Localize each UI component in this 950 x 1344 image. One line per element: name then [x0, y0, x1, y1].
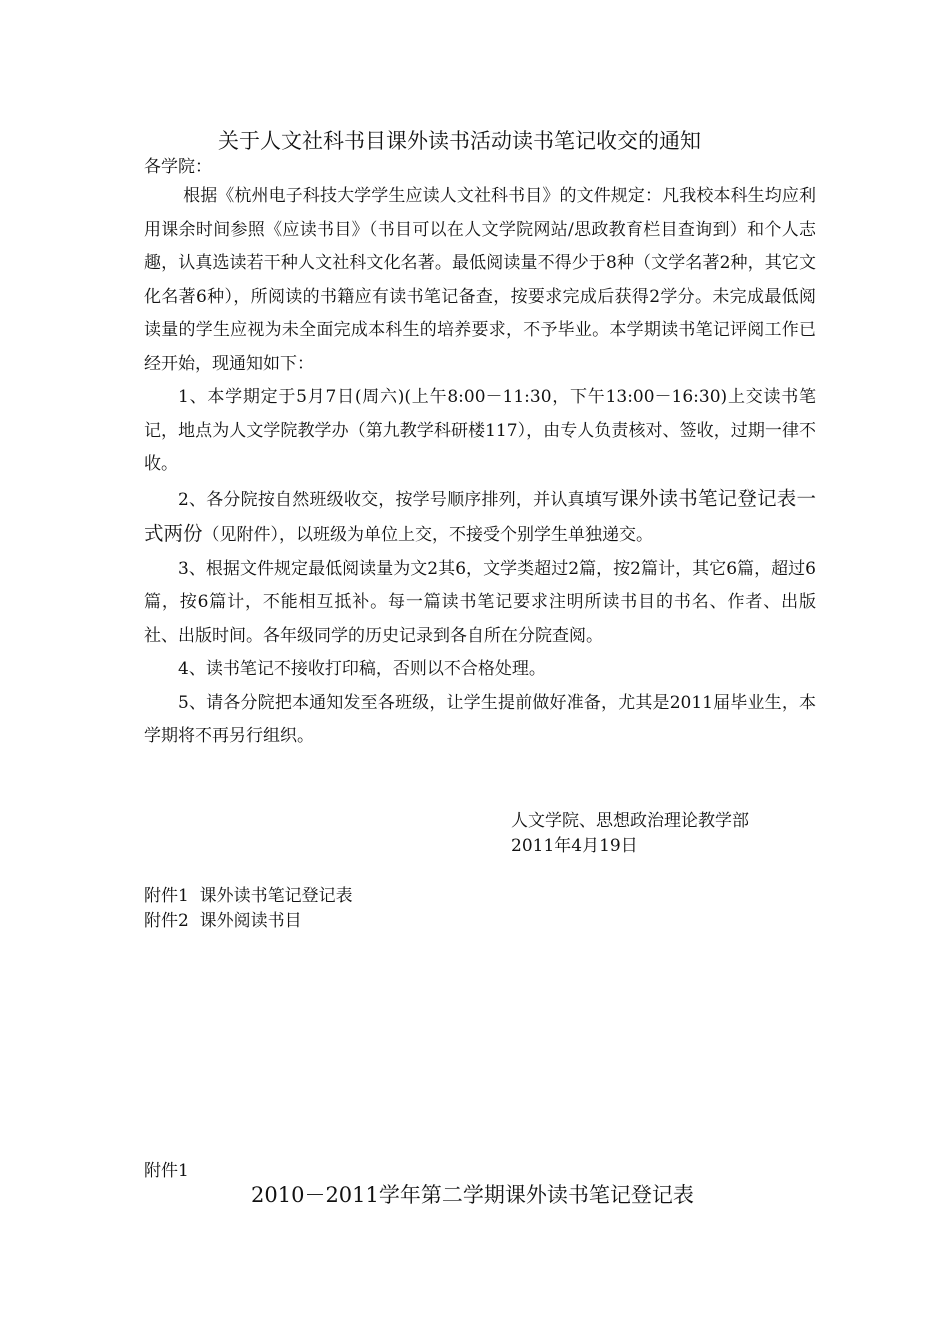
- intro-paragraph: 根据《杭州电子科技大学学生应读人文社科书目》的文件规定：凡我校本科生均应利用课余时间参照《应读书目》（书目可以在人文学院网站/思政教育栏目查询到）和个人志趣，认真选读若干种人文社科文化名著。最低阅读量不得少于8种（文学名著2种，其它文化名著6种），所阅读的书籍应有读书笔记备查，按要求完成后获得2学分。未完成最低阅读量的学生应视为未全面完成本科生的培养要求，不予毕业。本学期读书笔记评阅工作已经开始，现通知如下：: [144, 186, 816, 374]
- notice-item-4: 4、读书笔记不接收打印稿，否则以不合格处理。: [178, 659, 546, 679]
- signature-date: 2011年4月19日: [511, 836, 638, 856]
- salutation: 各学院：: [144, 157, 212, 177]
- notice-title: 关于人文社科书目课外读书活动读书笔记收交的通知: [218, 129, 701, 153]
- notice-item-3: 3、根据文件规定最低阅读量为文2其6，文学类超过2篇，按2篇计，其它6篇，超过6篇，按6篇计，不能相互抵补。每一篇读书笔记要求注明所读书目的书名、作者、出版社、出版时间。各年级同学的历史记录到各自所在分院查阅。: [144, 558, 816, 646]
- item-2-emphasis: 课外读书笔记登记表一式两份: [144, 486, 816, 545]
- attachment-heading: 附件1: [144, 1161, 189, 1181]
- attachment-1-line: 附件1 课外读书笔记登记表: [144, 886, 353, 906]
- notice-item-5: 5、请各分院把本通知发至各班级，让学生提前做好准备，尤其是2011届毕业生，本学期将不再另行组织。: [144, 692, 816, 746]
- notice-item-1: 1、本学期定于5月7日(周六)(上午8:00－11:30，下午13:00－16:30)上交读书笔记，地点为人文学院教学办（第九教学科研楼117），由专人负责核对、签收，过期一律不收。: [144, 387, 816, 474]
- register-table-title: 2010－2011学年第二学期课外读书笔记登记表: [251, 1183, 694, 1207]
- signature-organization: 人文学院、思想政治理论教学部: [511, 811, 749, 831]
- notice-body: [144, 180, 816, 754]
- item-2-text-b: （见附件），以班级为单位上交，不接受个别学生单独递交。: [202, 525, 654, 545]
- attachment-2-line: 附件2 课外阅读书目: [144, 911, 302, 931]
- item-2-text-a: 2、各分院按自然班级收交，按学号顺序排列，并认真填写: [178, 489, 620, 510]
- notice-item-2: [144, 482, 816, 553]
